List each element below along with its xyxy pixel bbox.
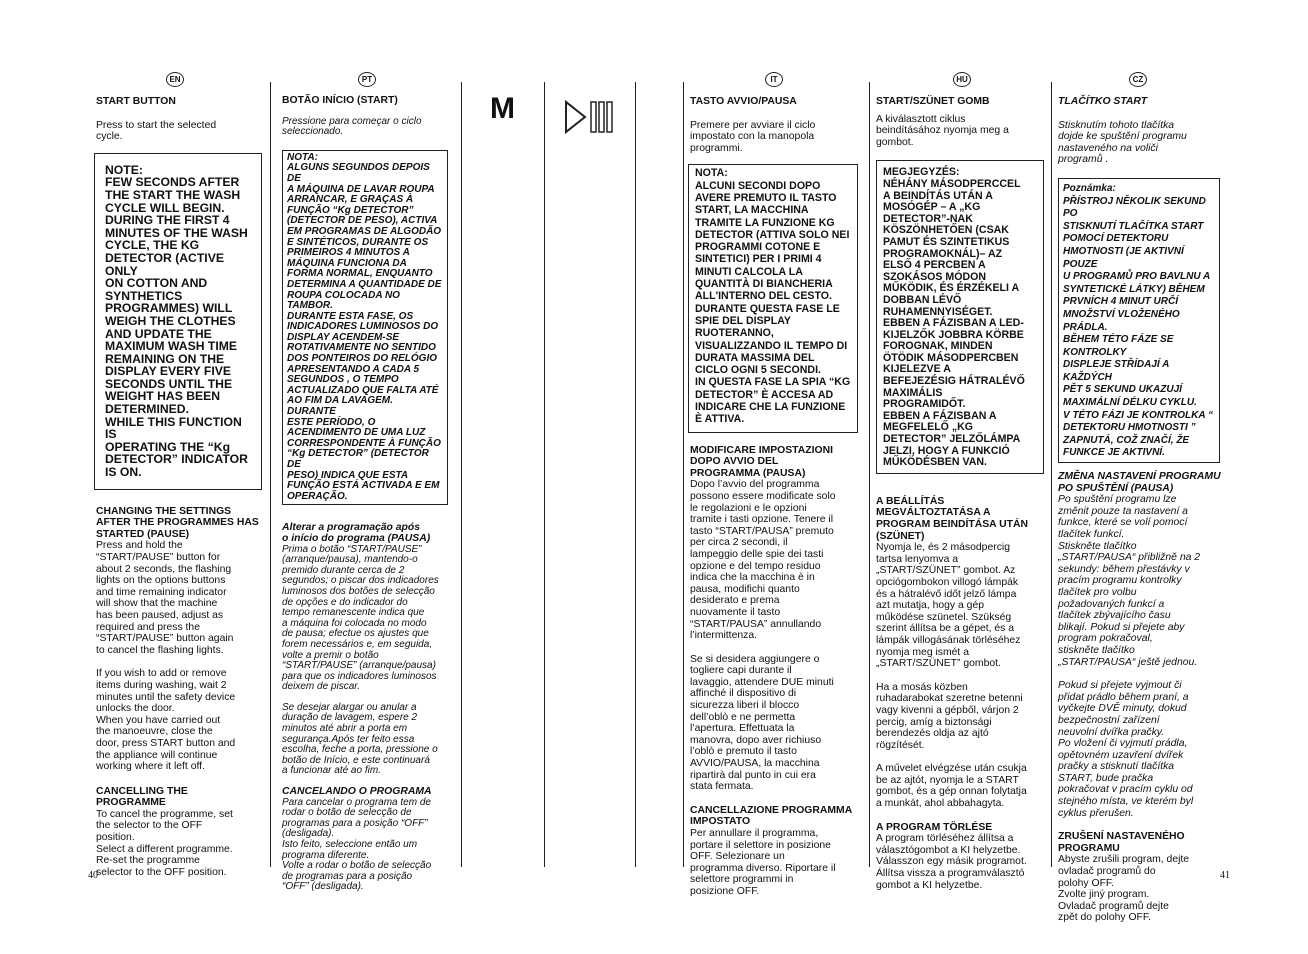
section-heading: A BEÁLLÍTÁS MEGVÁLTOZTATÁSA A PROGRAM BEINDÍTÁSA UTÁN (SZÜNET) [876,495,1029,542]
intro-text: Premere per avviare il ciclo impostato con la manopola programmi. [690,119,816,154]
column-divider [544,82,545,867]
paragraph: Para cancelar o programa tem de rodar o botão de selecção de programas para a posição “OFF” (desligada). Isto feito, seleccione então um programa diferente. Volte a rodar o botão de selecção de programas para a posição “OFF” (desligada). [282,796,432,893]
lang-badge-pt: PT [358,72,376,87]
section-heading: CANCELANDO O PROGRAMA [282,786,432,798]
column-divider [869,82,870,867]
column-divider [270,82,271,867]
section-heading: CANCELLING THE PROGRAMME [96,785,188,809]
column-pt [282,96,454,893]
lang-badge-hu: HU [953,72,971,87]
paragraph: Se desejar alargar ou anular a duração de lavagem, espere 2 minutos até abrir a porta em segurança.Após ter feito essa escolha, feche a porta, pressione o botão de Início, e este continuará a funcionar até ao fim. [282,701,438,777]
paragraph: Prima o botão “START/PAUSE” (arranque/pausa), mantendo-o premido durante cerca de 2 segundos; o piscar dos indicadores luminosos dos botões de selecção de opções e do indicador do tempo remanescente indica que a máquina foi colocada no modo de pausa; efectue os ajustes que forem necessários e, em seguida, volte a premir o botão “START/PAUSE” (arranque/pausa) para que os indicadores luminosos deixem de piscar. [282,543,439,693]
paragraph: A művelet elvégzése után csukja be az ajtót, nyomja le a START gombot, és a gép onnan folytatja a munkát, ahol abbahagyta. [876,763,1027,810]
section-heading: MODIFICARE IMPOSTAZIONI DOPO AVVIO DEL PROGRAMMA (PAUSA) [690,444,833,479]
intro-text: Pressione para começar o ciclo seleccionado. [282,115,422,138]
intro-text: Press to start the selected cycle. [96,119,217,143]
section-heading: ZMĚNA NASTAVENÍ PROGRAMU PO SPUŠTĚNÍ (PAUSA) [1058,471,1221,494]
program-letter: M [490,92,515,125]
paragraph: If you wish to add or remove items during washing, wait 2 minutes until the safety device unlocks the door. When you have carried out the manoeuvre, close the door, press START button and the appliance will continue working where it left off. [96,668,236,773]
paragraph: Pokud si přejete vyjmout či přidat prádlo během praní, a vyčkejte DVĚ minuty, dokud bezpečnostní zařízení neuvolní dvířka pračky. Po vložení či vyjmutí prádla, opětovném uzavření dvířek pračky a stisknutí tlačítka START, bude pračka pokračovat v pracím cyklu od stejného místa, ve kterém byl cyklus přerušen. [1058,680,1194,819]
section-heading: CANCELLAZIONE PROGRAMMA IMPOSTATO [690,804,853,828]
column-divider [635,82,636,867]
column-cz [1058,96,1230,924]
paragraph: Po spuštění programu lze změnit pouze ta nastavení a funkce, které se volí pomocí tlačítek funkcí. Stiskněte tlačítko „START/PAUSA“ přibližně na 2 sekundy: během přestávky v pracím programu kontrolky tlačítek pro volbu požadovaných funkcí a tlačítek zbývajícího času blikají. Pokud si přejete aby program pokračoval, stiskněte tlačítko „START/PAUSA“ ještě jednou. [1058,494,1201,668]
column-en [96,96,266,878]
column-divider [683,82,684,867]
column-it [690,96,866,898]
note-box: MEGJEGYZÉS: NÉHÁNY MÁSODPERCCEL A BEINDÍTÁS UTÁN A MOSÓGÉP – A „KG DETECTOR”-NAK KÖSZÖNHETŐEN (CSAK PAMUT ÉS SZINTETIKUS PROGRAMOKNÁL)– AZ ELSŐ 4 PERCBEN A SZOKÁSOS MÓDON MŰKÖDIK, ÉS ÉRZÉKELI A DOBBAN LÉVŐ RUHAMENNYISÉGET. EBBEN A FÁZISBAN A LED- KIJELZŐK JOBBRA KÖRBE FOROGNAK, MINDEN ÖTÖDIK MÁSODPERCBEN KIJELEZVE A BEFEJEZÉSIG HÁTRALÉVŐ MAXIMÁLIS PROGRAMIDŐT. EBBEN A FÁZISBAN A MEGFELELŐ „KG DETECTOR” JELZŐLÁMPA JELZI, HOGY A FUNKCIÓ MŰKÖDÉSBEN VAN. [876,160,1044,473]
page-number-right: 41 [1220,870,1230,881]
section-heading: Alterar a programação após o início do programa (PAUSA) [282,522,431,544]
section-heading: ZRUŠENÍ NASTAVENÉHO PROGRAMU [1058,831,1185,854]
lang-badge-en: EN [166,72,184,87]
page-number-left: 40 [88,870,98,881]
section-title: START/SZÜNET GOMB [876,96,990,107]
column-hu [876,96,1048,891]
section-title: TASTO AVVIO/PAUSA [690,96,797,107]
paragraph: Per annullare il programma, portare il selettore in posizione OFF. Selezionare un programma diverso. Riportare il selettore programmi in posizione OFF. [690,828,836,897]
column-divider [1051,82,1052,867]
paragraph: To cancel the programme, set the selector to the OFF position. Select a different programme. Re-set the programme selector to the OFF position. [96,808,233,878]
column-divider [461,82,462,867]
paragraph: A program törléséhez állítsa a választógombot a KI helyzetbe. Válasszon egy másik programot. Állítsa vissza a programválasztó gombot a KI helyzetbe. [876,833,1027,891]
note-box: NOTE: FEW SECONDS AFTER THE START THE WASH CYCLE WILL BEGIN. DURING THE FIRST 4 MINUTES OF THE WASH CYCLE, THE KG DETECTOR (ACTIVE ONLY ON COTTON AND SYNTHETICS PROGRAMMES) WILL WEIGH THE CLOTHES AND UPDATE THE MAXIMUM WASH TIME REMAINING ON THE DISPLAY EVERY FIVE SECONDS UNTIL THE WEIGHT HAS BEEN DETERMINED. WHILE THIS FUNCTION IS OPERATING THE “Kg DETECTOR” INDICATOR IS ON. [94,153,262,490]
start-pause-icon [563,99,615,135]
paragraph: Dopo l’avvio del programma possono essere modificate solo le regolazioni e le opzioni tramite i tasti opzione. Tenere il tasto “START/PAUSA” premuto per circa 2 secondi, il lampeggio delle spie dei tasti opzione e del tempo residuo indica che la macchina è in pausa, modifichi quanto desiderato e prema nuovamente il tasto “START/PAUSA” annullando l’intermittenza. [690,479,836,642]
paragraph: Se si desidera aggiungere o togliere capi durante il lavaggio, attendere DUE minuti affinché il dispositivo di sicurezza liberi il blocco dell’oblò e ne permetta l’apertura. Effettuata la manovra, dopo aver richiuso l’oblò e premuto il tasto AVVIO/PAUSA, la macchina ripartirà dal punto in cui era stata fermata. [690,653,834,793]
paragraph: Abyste zrušili program, dejte ovladač programů do polohy OFF. Zvolte jiný program. Ovladač programů dejte zpět do polohy OFF. [1058,854,1190,924]
note-box: Poznámka: PŘÍSTROJ NĚKOLIK SEKUND PO STISKNUTÍ TLAČÍTKA START POMOCÍ DETEKTORU HMOTNOSTI (JE AKTIVNÍ POUZE U PROGRAMŮ PRO BAVLNU A SYNTETICKÉ LÁTKY) BĚHEM PRVNÍCH 4 MINUT URČÍ MNOŽSTVÍ VLOŽENÉHO PRÁDLA. BĚHEM TÉTO FÁZE SE KONTROLKY DISPLEJE STŘÍDAJÍ A KAŽDÝCH PĚT 5 SEKUND UKAZUJÍ MAXIMÁLNÍ DÉLKU CYKLU. V TÉTO FÁZI JE KONTROLKA “ DETEKTORU HMOTNOSTI ” ZAPNUTÁ, COŽ ZNAČÍ, ŽE FUNKCE JE AKTIVNÍ. [1058,178,1220,463]
note-box: NOTA: ALGUNS SEGUNDOS DEPOIS DE A MÁQUINA DE LAVAR ROUPA ARRANCAR, E GRAÇAS À FUNÇÃO “Kg DETECTOR” (DETECTOR DE PESO), ACTIVA EM PROGRAMAS DE ALGODÃO E SINTÉTICOS, DURANTE OS PRIMEIROS 4 MINUTOS A MÁQUINA FUNCIONA DA FORMA NORMAL, ENQUANTO DETERMINA A QUANTIDADE DE ROUPA COLOCADA NO TAMBOR. DURANTE ESTA FASE, OS INDICADORES LUMINOSOS DO DISPLAY ACENDEM-SE ROTATIVAMENTE NO SENTIDO DOS PONTEIROS DO RELÓGIO APRESENTANDO A CADA 5 SEGUNDOS , O TEMPO ACTUALIZADO QUE FALTA ATÉ AO FIM DA LAVAGEM. DURANTE ESTE PERÍODO, O ACENDIMENTO DE UMA LUZ CORRESPONDENTE À FUNÇÃO “Kg DETECTOR” (DETECTOR DE PESO) INDICA QUE ESTA FUNÇÃO ESTÁ ACTIVADA E EM OPERAÇÃO. [282,150,448,506]
paragraph: Ha a mosás közben ruhadarabokat szeretne betenni vagy kivenni a gépből, várjon 2 percig, amíg a biztonsági berendezés oldja az ajtó rögzítését. [876,681,1023,751]
section-title: TLAČÍTKO START [1058,96,1148,107]
paragraph: Nyomja le, és 2 másodpercig tartsa lenyomva a „START/SZÜNET” gombot. Az opciógombokon villogó lámpák és a hátralévő időt jelző lámpa azt mutatja, hogy a gép működése szünetel. Szükség szerint állítsa be a gépet, és a lámpák villogásának törléséhez nyomja meg ismét a „START/SZÜNET” gombot. [876,542,1021,670]
intro-text: A kiválasztott ciklus beindításához nyomja meg a gombot. [876,113,1009,148]
note-box: NOTA: ALCUNI SECONDI DOPO AVERE PREMUTO IL TASTO START, LA MACCHINA TRAMITE LA FUNZIONE KG DETECTOR (ATTIVA SOLO NEI PROGRAMMI COTONE E SINTETICI) PER I PRIMI 4 MINUTI CALCOLA LA QUANTITÀ DI BIANCHERIA ALL'INTERNO DEL CESTO. DURANTE QUESTA FASE LE SPIE DEL DISPLAY RUOTERANNO, VISUALIZZANDO IL TEMPO DI DURATA MASSIMA DEL CICLO OGNI 5 SECONDI. IN QUESTA FASE LA SPIA “KG DETECTOR” È ACCESA AD INDICARE CHE LA FUNZIONE È ATTIVA. [688,164,858,432]
section-title: START BUTTON [96,96,176,107]
lang-badge-cz: CZ [1129,72,1147,87]
lang-badge-it: IT [765,72,783,87]
paragraph: Press and hold the “START/PAUSE” button for about 2 seconds, the flashing lights on the options buttons and time remaining indicator will show that the machine has been paused, adjust as required and press the “START/PAUSE” button again to cancel the flashing lights. [96,540,234,656]
intro-text: Stisknutím tohoto tlačítka dojde ke spuštění programu nastaveného na voliči programů . [1058,119,1187,166]
section-heading: CHANGING THE SETTINGS AFTER THE PROGRAMMES HAS STARTED (PAUSE) [96,505,259,540]
section-heading: A PROGRAM TÖRLÉSE [876,821,993,833]
section-title: BOTÃO INÍCIO (START) [282,95,398,106]
